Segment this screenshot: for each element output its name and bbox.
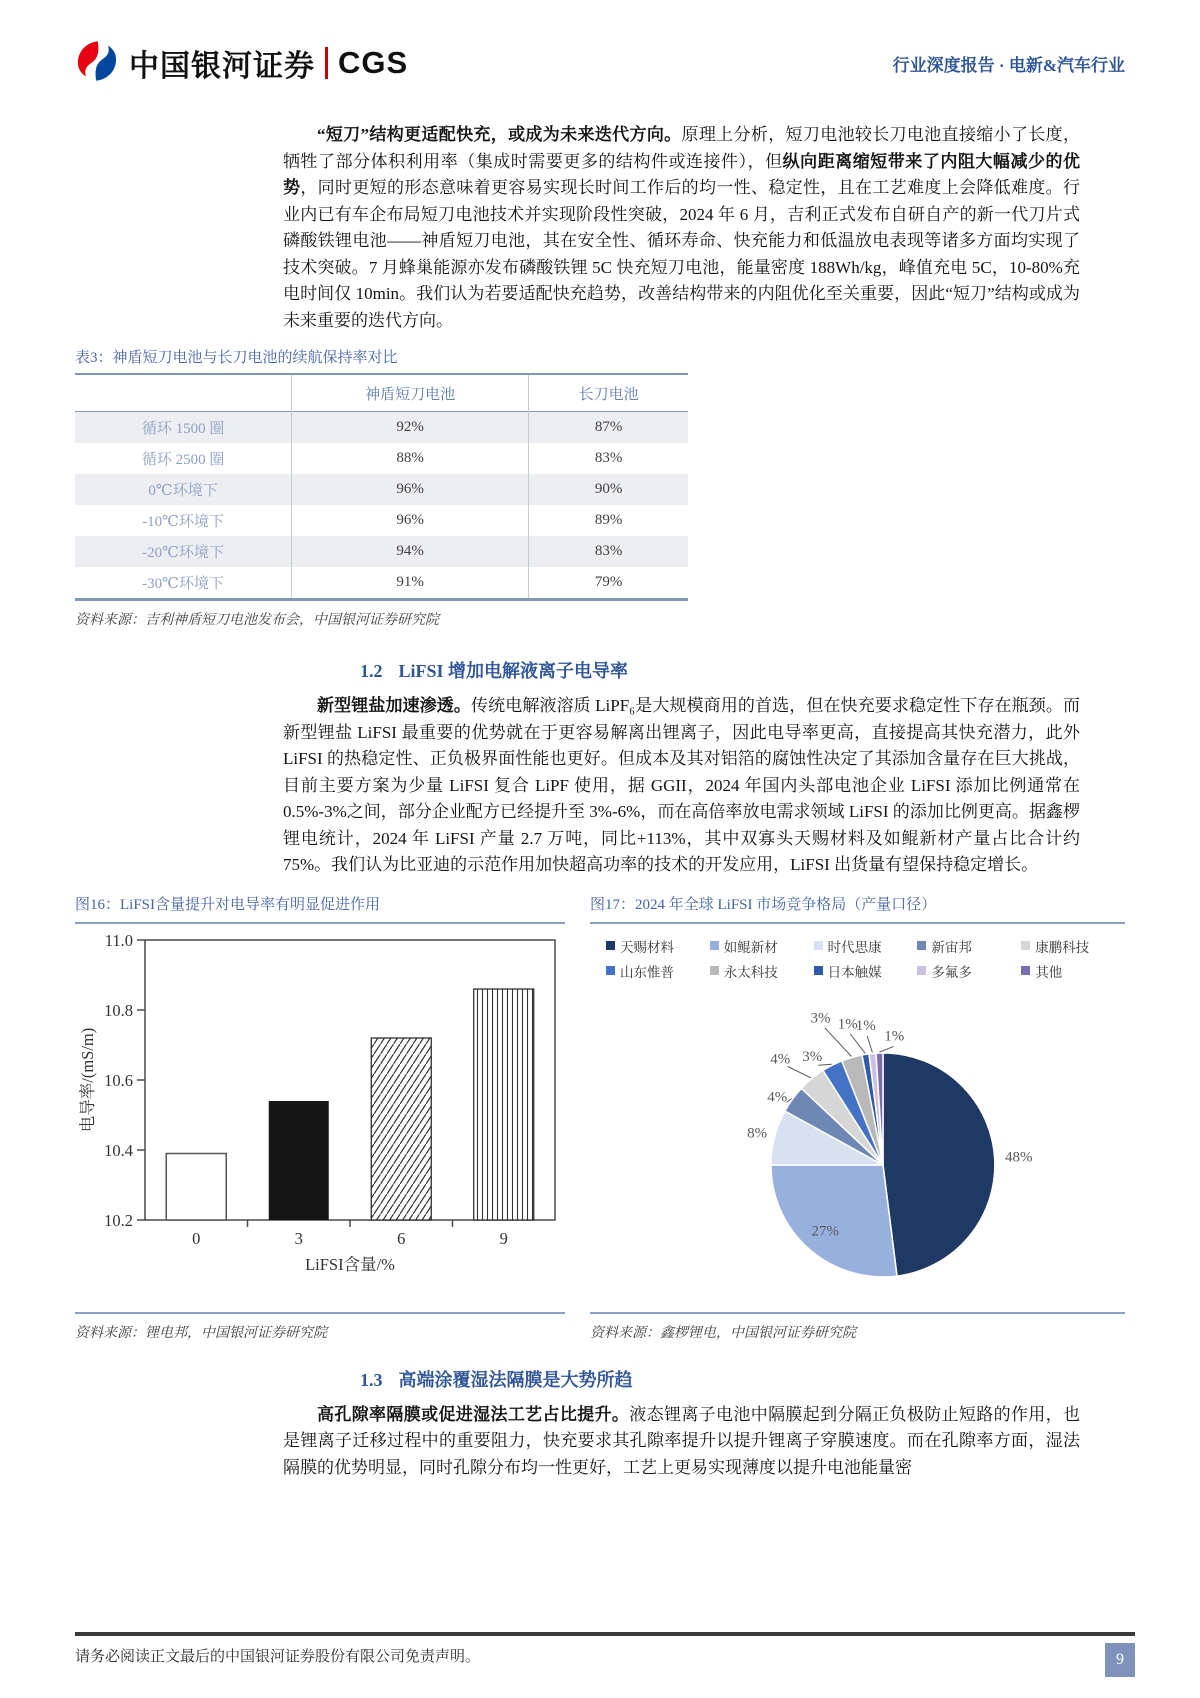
table-cell: 循环 2500 圈 bbox=[141, 452, 225, 468]
table-cell: -20℃环境下 bbox=[142, 545, 224, 561]
section-heading-1-3 bbox=[360, 1366, 1125, 1392]
paragraph-1-text: 原理上分析，短刀电池较长刀电池直接缩小了长度，牺牲了部分体积利用率（集成时需要更多的结构件或连接件），但 bbox=[283, 125, 1080, 171]
pie-label-leader bbox=[867, 1036, 872, 1053]
pie-label-leader bbox=[880, 1046, 894, 1052]
figure-17-title: 图17：2024 年全球 LiFSI 市场竞争格局（产量口径） bbox=[590, 893, 1125, 924]
figure-17-source: 资料来源：鑫椤锂电，中国银河证券研究院 bbox=[590, 1325, 856, 1341]
paragraph-1-lead-bold: “短刀”结构更适配快充，或成为未来迭代方向。 bbox=[317, 125, 682, 144]
table-row bbox=[75, 443, 688, 474]
figure-16-footer bbox=[75, 1312, 565, 1342]
legend-label: 天赐材料 bbox=[620, 939, 674, 955]
legend-label: 多氟多 bbox=[931, 964, 972, 980]
table-head bbox=[75, 374, 688, 412]
figure-16-source: 资料来源：锂电邦，中国银河证券研究院 bbox=[75, 1325, 327, 1341]
x-category-label: 3 bbox=[294, 1228, 303, 1248]
legend-item bbox=[1021, 936, 1125, 956]
paragraph-1 bbox=[283, 122, 1080, 334]
paragraph-2 bbox=[283, 693, 1080, 879]
table-cell: 83% bbox=[529, 536, 688, 567]
paragraph-1-inline-bold: 纵向距离缩短带来了内阻大幅减少的优势 bbox=[283, 151, 1081, 197]
bar-chart bbox=[75, 924, 565, 1309]
section-title: LiFSI 增加电解液离子电导率 bbox=[398, 661, 629, 681]
legend-item bbox=[606, 961, 710, 981]
legend-swatch-icon bbox=[917, 941, 926, 950]
galaxy-swirl-icon bbox=[75, 39, 119, 88]
bar-0 bbox=[166, 1153, 226, 1220]
legend-label: 其他 bbox=[1035, 964, 1063, 980]
section-number: 1.2 bbox=[360, 661, 383, 681]
table-cell: 90% bbox=[529, 474, 688, 505]
paragraph-3 bbox=[283, 1402, 1080, 1482]
legend-item bbox=[814, 961, 918, 981]
table-cell: 79% bbox=[529, 567, 688, 600]
bar-9 bbox=[474, 989, 534, 1220]
table-cell: 91% bbox=[292, 567, 529, 600]
table-cell: 87% bbox=[529, 412, 688, 444]
pie-label-leader bbox=[850, 1034, 865, 1053]
brand-name-en: CGS bbox=[338, 45, 409, 80]
figure-16-title: 图16：LiFSI含量提升对电导率有明显促进作用 bbox=[75, 893, 565, 924]
paragraph-3-lead-bold: 高孔隙率隔膜或促进湿法工艺占比提升。 bbox=[317, 1404, 630, 1424]
y-tick-label: 10.6 bbox=[104, 1070, 133, 1090]
legend-swatch-icon bbox=[814, 966, 823, 975]
table-cell: 循环 1500 圈 bbox=[141, 421, 225, 437]
brand-divider bbox=[325, 47, 328, 79]
figures-row bbox=[75, 893, 1125, 1342]
legend-swatch-icon bbox=[1021, 941, 1030, 950]
legend-label: 山东惟普 bbox=[620, 964, 674, 980]
table-row bbox=[75, 536, 688, 567]
table-cell: 88% bbox=[292, 443, 529, 474]
legend-item bbox=[710, 936, 814, 956]
brand-name-cn: 中国银河证券 bbox=[129, 50, 315, 83]
table3-block bbox=[75, 346, 1125, 629]
y-tick-label: 10.8 bbox=[104, 1000, 133, 1020]
figure-16-body bbox=[75, 924, 565, 1312]
pie-value-label: 3% bbox=[810, 1010, 831, 1027]
pie-chart bbox=[590, 985, 1125, 1311]
table-cell: 83% bbox=[529, 443, 688, 474]
paragraph-1-text-2: ，同时更短的形态意味着更容易实现长时间工作后的均一性、稳定性，且在工艺难度上会降低难度。行业内已有车企布局短刀电池技术并实现阶段性突破，2024 年 6 月，吉利正式发布自研自产的新一代刀片式磷酸铁锂电池——神盾短刀电池，其在安全性、循环寿命、快充能力和低温放电表现等诸多方面均实现了技术突破。7 月蜂巢能源亦发布磷酸铁锂 5C 快充短刀电池，能量密度 188Wh/kg，峰值充电 5C，10-80%充电时间仅 10min。我们认为若要适配快充趋势，改善结构带来的内阻优化至关重要，因此“短刀”结构或成为未来重要的迭代方向。 bbox=[283, 178, 1081, 330]
section-heading-1-2 bbox=[360, 657, 1125, 683]
bar-3 bbox=[269, 1101, 329, 1220]
legend-label: 康鹏科技 bbox=[1035, 939, 1090, 955]
table-cell: 0℃环境下 bbox=[148, 483, 218, 499]
bar-6 bbox=[371, 1038, 431, 1220]
y-tick-label: 10.2 bbox=[104, 1210, 133, 1230]
table-row bbox=[75, 567, 688, 600]
comparison-table bbox=[75, 373, 688, 601]
table-cell: -30℃环境下 bbox=[142, 576, 224, 592]
figure-17-body bbox=[590, 924, 1125, 1312]
y-tick-label: 11.0 bbox=[104, 930, 133, 950]
table-cell: 96% bbox=[292, 474, 529, 505]
legend-item bbox=[710, 961, 814, 981]
page-footer bbox=[75, 1632, 1135, 1677]
legend-swatch-icon bbox=[606, 966, 615, 975]
pie-value-label: 27% bbox=[811, 1223, 839, 1239]
legend-item bbox=[606, 936, 710, 956]
table-cell: 94% bbox=[292, 536, 529, 567]
table-row bbox=[75, 505, 688, 536]
x-category-label: 0 bbox=[192, 1228, 201, 1248]
legend-swatch-icon bbox=[710, 941, 719, 950]
table3-source: 资料来源：吉利神盾短刀电池发布会，中国银河证券研究院 bbox=[75, 613, 439, 628]
pie-value-label: 4% bbox=[767, 1088, 788, 1105]
figure-17-footer bbox=[590, 1312, 1125, 1342]
figure-16 bbox=[75, 893, 565, 1342]
figure-17 bbox=[590, 893, 1125, 1342]
legend-label: 永太科技 bbox=[723, 964, 778, 980]
table-row bbox=[75, 474, 688, 505]
table-col-header bbox=[75, 374, 292, 412]
y-tick-label: 10.4 bbox=[104, 1140, 133, 1160]
legend-swatch-icon bbox=[917, 966, 926, 975]
page-header bbox=[75, 38, 1125, 88]
legend-swatch-icon bbox=[606, 941, 615, 950]
pie-slice-天赐材料 bbox=[883, 1053, 995, 1276]
pie-value-label: 3% bbox=[802, 1048, 823, 1065]
legend-swatch-icon bbox=[814, 941, 823, 950]
table-row bbox=[75, 412, 688, 444]
table-cell: -10℃环境下 bbox=[142, 514, 224, 530]
legend-label: 日本触媒 bbox=[827, 964, 882, 980]
section-number: 1.3 bbox=[360, 1369, 383, 1390]
legend-item bbox=[917, 936, 1021, 956]
brand-logo bbox=[75, 39, 408, 88]
legend-item bbox=[814, 936, 918, 956]
x-category-label: 6 bbox=[397, 1228, 406, 1248]
pie-value-label: 1% bbox=[855, 1017, 876, 1034]
table-cell: 89% bbox=[529, 505, 688, 536]
legend-label: 时代思康 bbox=[827, 939, 882, 955]
paragraph-2-lead-bold: 新型锂盐加速渗透。 bbox=[317, 696, 472, 715]
table-col-header: 长刀电池 bbox=[529, 374, 688, 412]
pie-value-label: 1% bbox=[884, 1028, 905, 1044]
x-axis-title: LiFSI含量/% bbox=[305, 1254, 395, 1274]
pie-value-label: 4% bbox=[770, 1051, 791, 1067]
pie-legend bbox=[590, 924, 1125, 985]
report-type-label: 行业深度报告 · 电新&汽车行业 bbox=[892, 55, 1125, 75]
table-col-header: 神盾短刀电池 bbox=[292, 374, 529, 412]
section-title: 高端涂覆湿法隔膜是大势所趋 bbox=[398, 1369, 633, 1390]
table-cell: 96% bbox=[292, 505, 529, 536]
paragraph-3-text: 液态锂离子电池中隔膜起到分隔正负极防止短路的作用，也是锂离子迁移过程中的重要阻力，快充要求其孔隙率提升以提升锂离子穿膜速度。而在孔隙率方面，湿法隔膜的优势明显，同时孔隙分布均一性更好，工艺上更易实现薄度以提升电池能量密 bbox=[283, 1404, 1081, 1477]
table-cell: 92% bbox=[292, 412, 529, 444]
legend-item bbox=[917, 961, 1021, 981]
legend-swatch-icon bbox=[710, 966, 719, 975]
table3-title: 表3：神盾短刀电池与长刀电池的续航保持率对比 bbox=[75, 350, 398, 366]
legend-swatch-icon bbox=[1021, 966, 1030, 975]
x-category-label: 9 bbox=[499, 1228, 508, 1248]
pie-label-leader bbox=[788, 1066, 811, 1077]
pie-value-label: 8% bbox=[747, 1125, 768, 1142]
legend-label: 新宙邦 bbox=[931, 939, 972, 955]
paragraph-2-text: 传统电解液溶质 LiPF₆是大规模商用的首选，但在快充要求稳定性下存在瓶颈。而新型锂盐 LiFSI 最重要的优势就在于更容易解离出锂离子，因此电导率更高，直接提高其快充潜力，此外 LiFSI 的热稳定性、正负极界面性能也更好。但成本及其对铝箔的腐蚀性决定了其添加含量存在巨大挑战，目前主要方案为少量 LiFSI 复合 LiPF 使用，据 GGII，2024 年国内头部电池企业 LiFSI 添加比例通常在 0.5%-3%之间，部分企业配方已经提升至 3%-6%，而在高倍率放电需求领域 LiFSI 的添加比例更高。据鑫椤锂电统计，2024 年 LiFSI 产量 2.7 万吨，同比+113%，其中双寡头天赐材料及如鲲新材产量占比合计约 75%。我们认为比亚迪的示范作用加快超高功率的技术的开发应用，LiFSI 出货量有望保持稳定增长。 bbox=[283, 696, 1081, 874]
pie-slice-如鲲新材 bbox=[771, 1165, 897, 1277]
pie-value-label: 1% bbox=[837, 1015, 858, 1032]
legend-item bbox=[1021, 961, 1125, 981]
pie-value-label: 48% bbox=[1004, 1149, 1033, 1165]
disclaimer-text: 请务必阅读正文最后的中国银河证券股份有限公司免责声明。 bbox=[75, 1649, 481, 1665]
y-axis-title: 电导率/(mS/m) bbox=[78, 1027, 97, 1132]
page-number-badge: 9 bbox=[1105, 1643, 1135, 1677]
legend-label: 如鲲新材 bbox=[723, 939, 778, 955]
